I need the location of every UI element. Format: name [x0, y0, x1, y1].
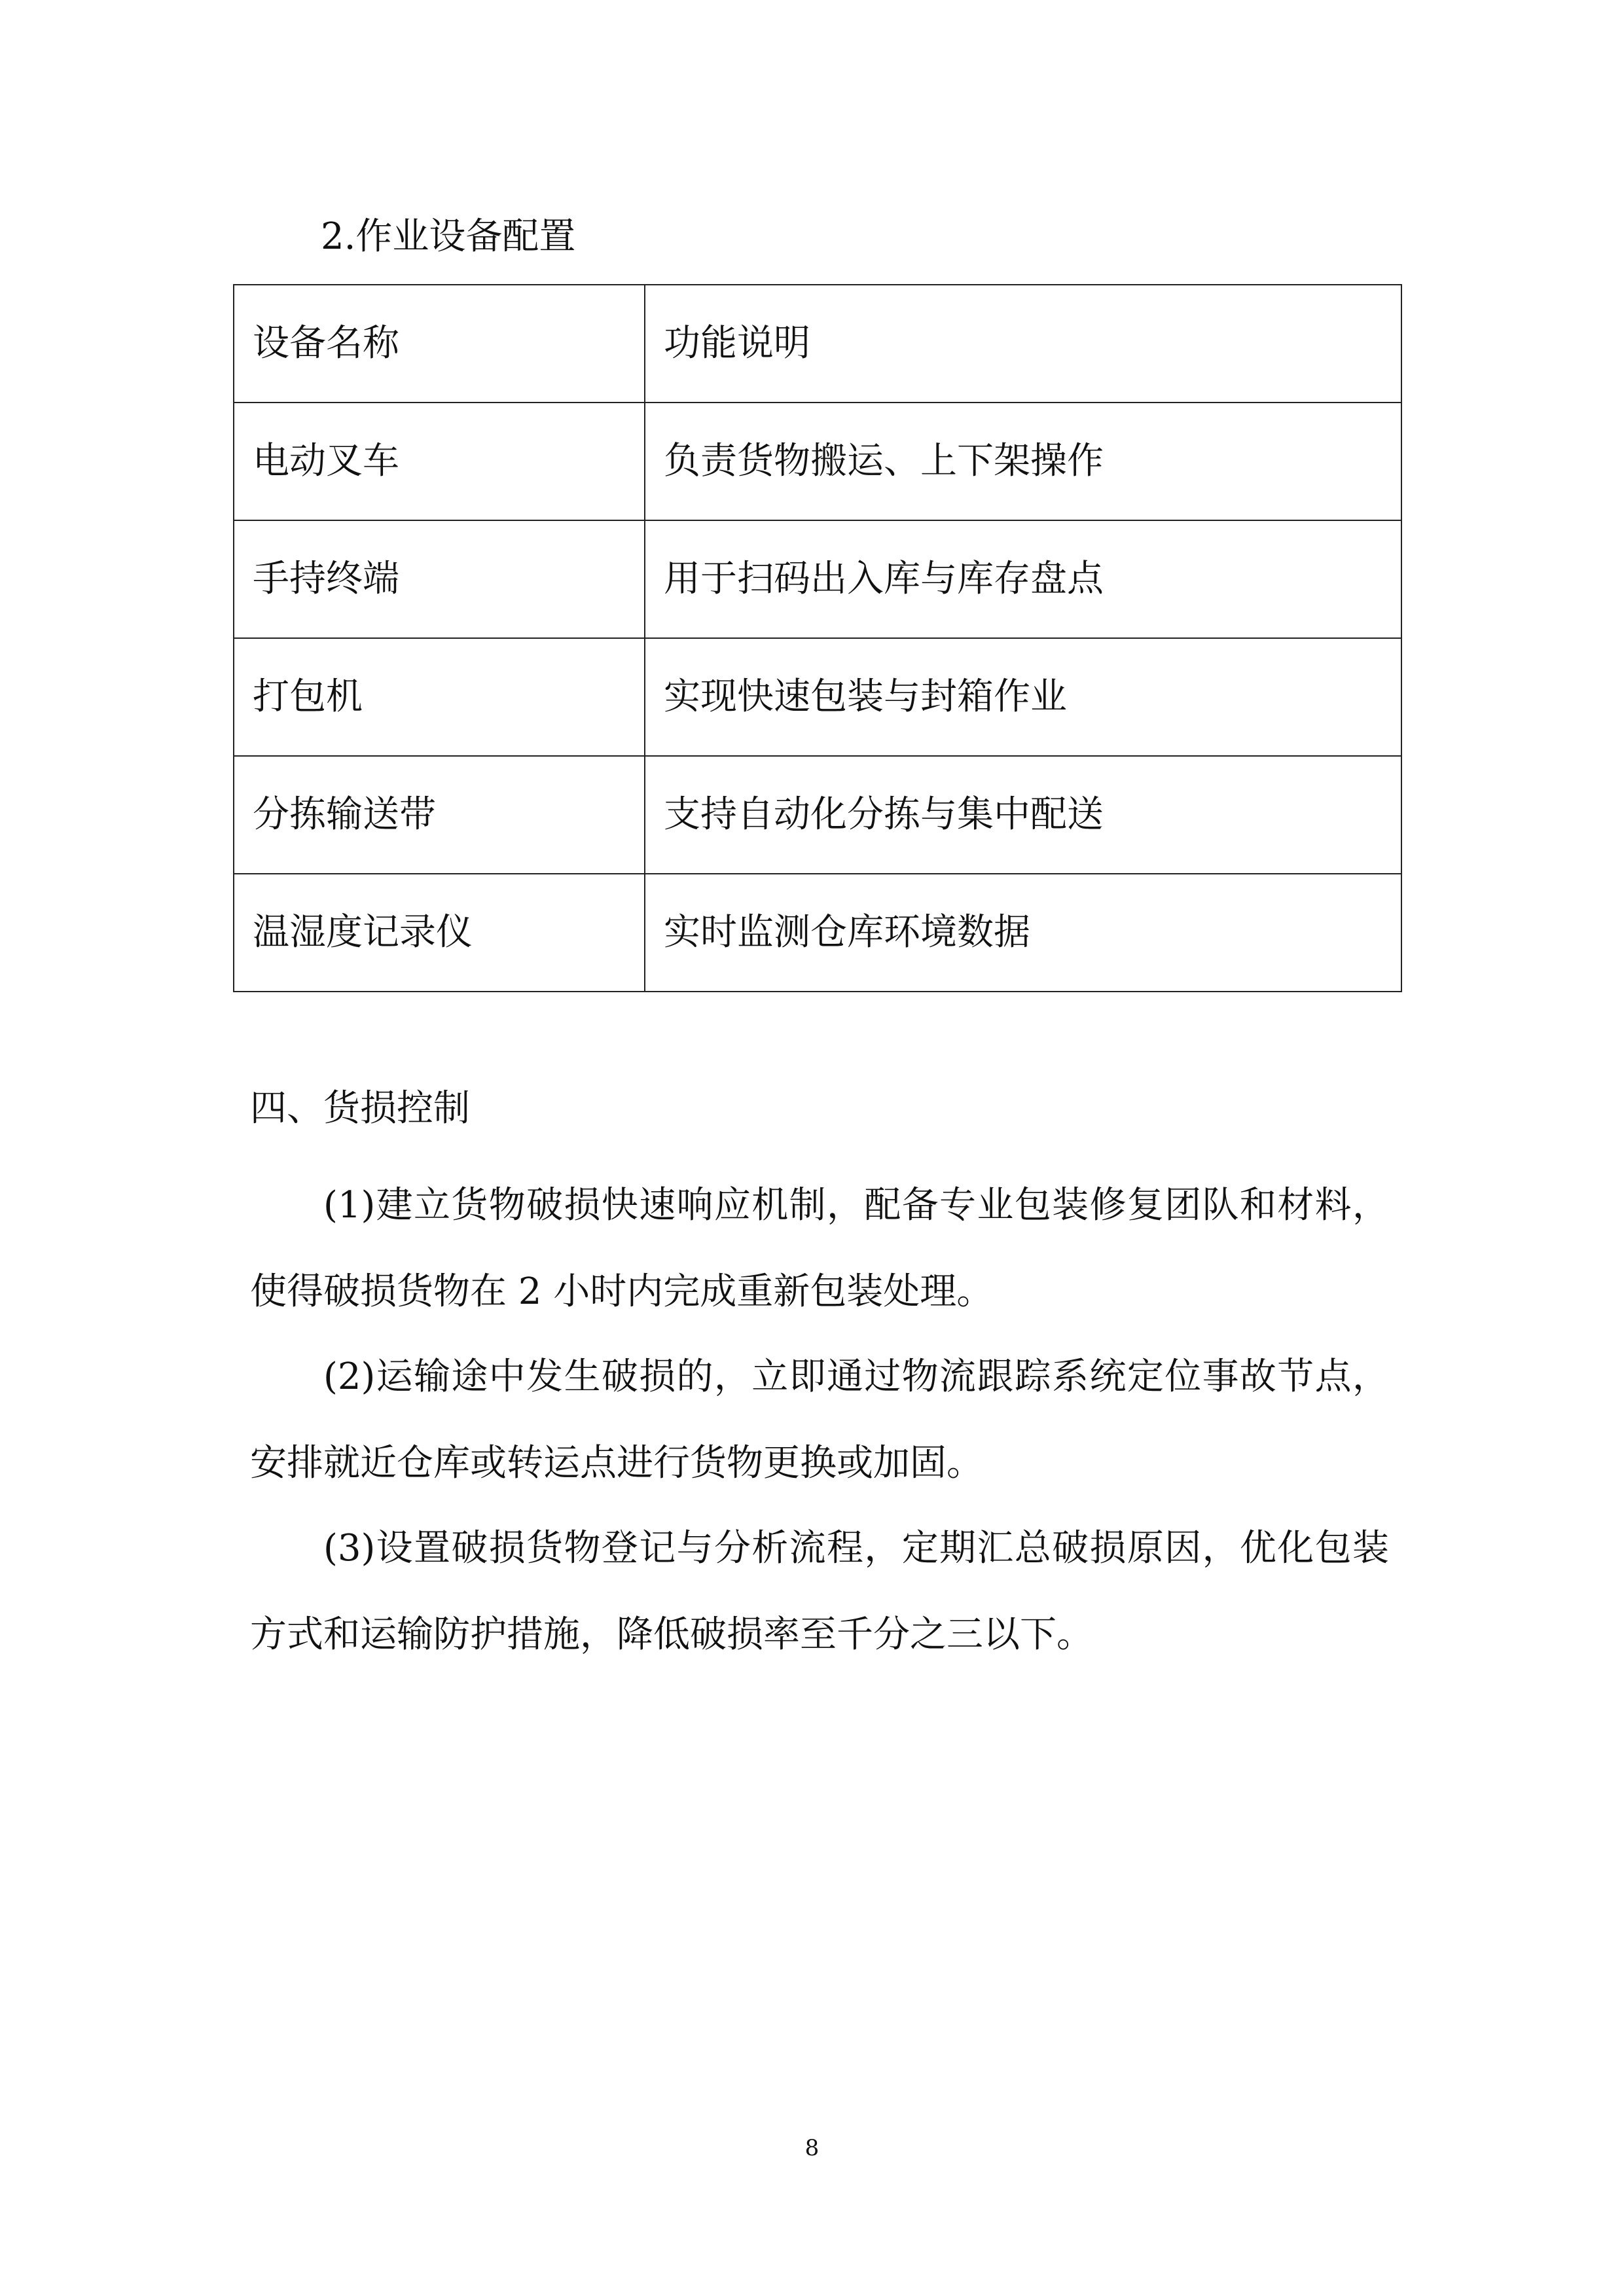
equipment-name-cell: 打包机: [234, 638, 645, 756]
table-row: [234, 403, 1401, 520]
page-number: 8: [804, 2135, 820, 2161]
subsection-title: 2.作业设备配置: [321, 215, 576, 258]
equipment-name-cell: 手持终端: [234, 520, 645, 638]
table-row: [234, 874, 1401, 992]
table-header-cell: 功能说明: [645, 285, 1401, 403]
equipment-name-cell: 电动叉车: [234, 403, 645, 520]
equipment-name-cell: 分拣输送带: [234, 756, 645, 874]
equipment-function-cell: 实时监测仓库环境数据: [645, 874, 1401, 992]
equipment-function-cell: 用于扫码出入库与库存盘点: [645, 520, 1401, 638]
section-heading: 四、货损控制: [250, 1087, 470, 1130]
paragraph: (3)设置破损货物登记与分析流程，定期汇总破损原因，优化包装方式和运输防护措施，降低破损率至千分之三以下。: [250, 1527, 1389, 1656]
table-row: [234, 638, 1401, 756]
equipment-function-cell: 实现快速包装与封箱作业: [645, 638, 1401, 756]
equipment-function-cell: 负责货物搬运、上下架操作: [645, 403, 1401, 520]
equipment-table: [233, 284, 1402, 992]
paragraph: (2)运输途中发生破损的，立即通过物流跟踪系统定位事故节点，安排就近仓库或转运点进行货物更换或加固。: [250, 1355, 1389, 1484]
equipment-function-cell: 支持自动化分拣与集中配送: [645, 756, 1401, 874]
table-row: [234, 520, 1401, 638]
equipment-name-cell: 温湿度记录仪: [234, 874, 645, 992]
paragraph: (1)建立货物破损快速响应机制，配备专业包装修复团队和材料，使得破损货物在 2 小时内完成重新包装处理。: [250, 1184, 1389, 1313]
table-header-row: [234, 285, 1401, 403]
table-row: [234, 756, 1401, 874]
table-header-cell: 设备名称: [234, 285, 645, 403]
